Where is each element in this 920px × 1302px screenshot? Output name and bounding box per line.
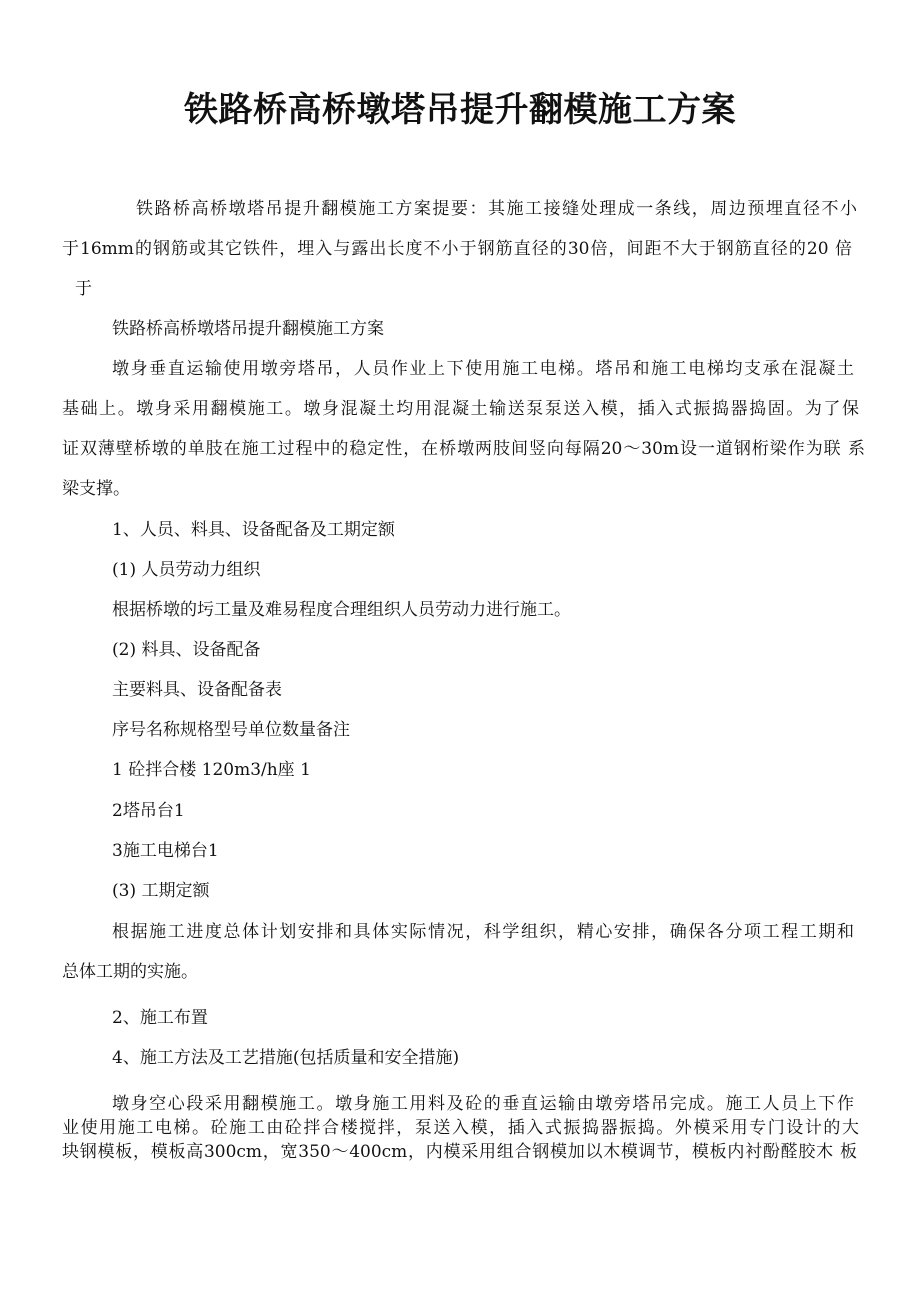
paragraph-line: 于 (75, 279, 92, 299)
paragraph-line: 梁支撑。 (62, 479, 130, 499)
table-row-line: 3施工电梯台1 (112, 841, 219, 861)
section-heading: 4、施工方法及工艺措施(包括质量和安全措施) (112, 1048, 460, 1068)
paragraph-line: 块钢模板，模板高300cm，宽350～400cm，内模采用组合钢模加以木模调节，模板内衬酚醛胶木 板 (62, 1142, 857, 1162)
table-row-line: 1 砼拌合楼 120m3/h座 1 (112, 760, 311, 780)
paragraph-line: 业使用施工电梯。砼施工由砼拌合楼搅拌，泵送入模，插入式振捣器振捣。外模采用专门设计的大 (62, 1118, 859, 1138)
section-heading: 铁路桥高桥墩塔吊提升翻模施工方案 (112, 319, 384, 339)
paragraph-line: 墩身垂直运输使用墩旁塔吊，人员作业上下使用施工电梯。塔吊和施工电梯均支承在混凝土 (112, 359, 854, 379)
table-header-line: 序号名称规格型号单位数量备注 (112, 720, 350, 740)
subsection-heading: (2) 料具、设备配备 (112, 640, 261, 660)
table-row-line: 2塔吊台1 (112, 801, 185, 821)
subsection-heading: (1) 人员劳动力组织 (112, 560, 261, 580)
table-caption: 主要料具、设备配备表 (112, 680, 282, 700)
section-heading: 1、人员、料具、设备配备及工期定额 (112, 520, 395, 540)
paragraph-line: 根据桥墩的圬工量及难易程度合理组织人员劳动力进行施工。 (112, 600, 571, 620)
paragraph-line: 总体工期的实施。 (62, 962, 198, 982)
subsection-heading: (3) 工期定额 (112, 881, 210, 901)
paragraph-line: 于16mm的钢筋或其它铁件，埋入与露出长度不小于钢筋直径的30倍，间距不大于钢筋直径的20 倍 (62, 239, 852, 259)
paragraph-line: 墩身空心段采用翻模施工。墩身施工用料及砼的垂直运输由墩旁塔吊完成。施工人员上下作 (112, 1094, 854, 1114)
section-heading: 2、施工布置 (112, 1008, 208, 1028)
paragraph-line: 根据施工进度总体计划安排和具体实际情况，科学组织，精心安排，确保各分项工程工期和 (112, 922, 854, 942)
paragraph-line: 基础上。墩身采用翻模施工。墩身混凝土均用混凝土输送泵泵送入模，插入式振捣器捣固。为了保 (62, 399, 859, 419)
paragraph-line: 证双薄壁桥墩的单肢在施工过程中的稳定性，在桥墩两肢间竖向每隔20～30m设一道钢桁梁作为联 系 (62, 439, 865, 459)
paragraph-line: 铁路桥高桥墩塔吊提升翻模施工方案提要：其施工接缝处理成一条线，周边预埋直径不小 (136, 199, 857, 219)
document-title: 铁路桥高桥墩塔吊提升翻模施工方案 (184, 90, 736, 130)
